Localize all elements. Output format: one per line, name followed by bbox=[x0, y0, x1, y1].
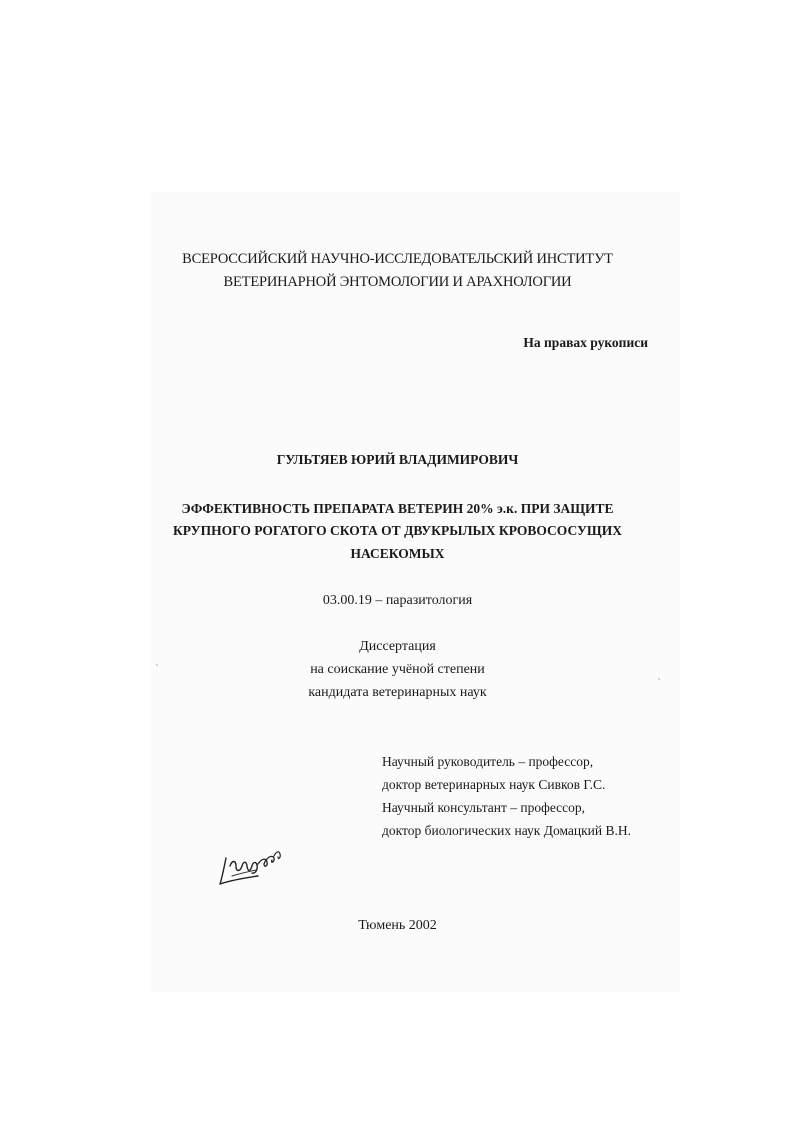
advisor-line-1: Научный руководитель – профессор, bbox=[382, 754, 594, 769]
institute-name-line-2: ВЕТЕРИНАРНОЙ ЭНТОМОЛОГИИ И АРАХНОЛОГИИ bbox=[223, 274, 572, 290]
rights-note: На правах рукописи bbox=[523, 335, 648, 350]
advisor-line-3: Научный консультант – профессор, bbox=[382, 800, 586, 815]
dissertation-title-line-3: НАСЕКОМЫХ bbox=[350, 546, 445, 561]
degree-line-1: Диссертация bbox=[359, 639, 436, 654]
handwritten-signature bbox=[212, 840, 292, 892]
place-and-year: Тюмень 2002 bbox=[358, 918, 437, 933]
author-name: ГУЛЬТЯЕВ ЮРИЙ ВЛАДИМИРОВИЧ bbox=[276, 452, 519, 467]
institute-name-line-1: ВСЕРОССИЙСКИЙ НАУЧНО-ИССЛЕДОВАТЕЛЬСКИЙ ИНСТИТУТ bbox=[182, 251, 613, 267]
dissertation-title-line-1: ЭФФЕКТИВНОСТЬ ПРЕПАРАТА ВЕТЕРИН 20% э.к. ПРИ ЗАЩИТЕ bbox=[181, 501, 614, 516]
advisor-line-4: доктор биологических наук Домацкий В.Н. bbox=[382, 823, 631, 838]
dissertation-title-line-2: КРУПНОГО РОГАТОГО СКОТА ОТ ДВУКРЫЛЫХ КРОВОСОСУЩИХ bbox=[172, 523, 622, 538]
advisor-line-2: доктор ветеринарных наук Сивков Г.С. bbox=[382, 777, 606, 792]
degree-line-3: кандидата ветеринарных наук bbox=[308, 685, 487, 700]
degree-line-2: на соискание учёной степени bbox=[310, 662, 485, 677]
specialty-code: 03.00.19 – паразитология bbox=[322, 593, 473, 608]
